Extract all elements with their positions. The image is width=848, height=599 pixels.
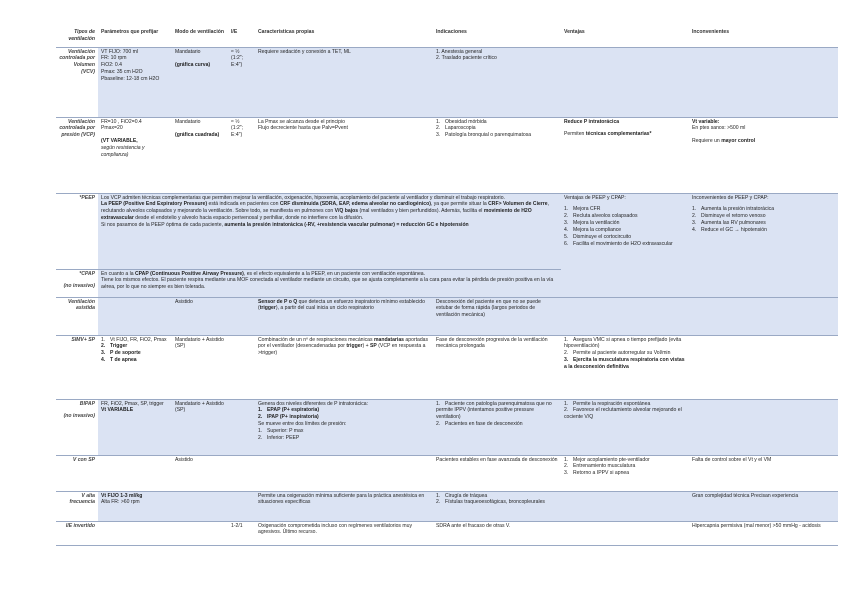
advantages-cell: [561, 117, 689, 193]
advantages-cell: [561, 193, 689, 297]
mode-cell: Mandatario + Asistido (SP): [172, 399, 228, 455]
params-cell: [98, 521, 172, 545]
params-cell: [98, 335, 172, 399]
text-run: Combinación de un nº de respiraciones mecánicas: [258, 336, 374, 343]
row-title: Ventilación controlada por Volumen (VCV): [56, 47, 98, 117]
advantage-item: 1. Mejor acoplamiento pte-ventilador: [564, 457, 686, 464]
text-run: CRF disminuida (SDRA, EAP, edema alveolar no cardiogénico): [279, 201, 431, 208]
param-item: 4. T de apnea: [101, 357, 169, 364]
cpap-text-cell: [98, 269, 561, 297]
mode-cell: Mandatario + Asistido (SP): [172, 335, 228, 399]
features-cell: Requiere sedación y conexión a TET, ML: [255, 47, 433, 117]
ie-cell: 1-2/1: [228, 521, 255, 545]
indications-cell: Fase de desconexión progresiva de la ventilación mecánica prolongada: [433, 335, 561, 399]
text-run: (mal ventilados y bien perfundidos). Además, facilita el: [358, 208, 484, 215]
header-cell: Características propias: [255, 28, 433, 47]
feature-item: 1. EPAP (P+ espiratoria): [258, 407, 430, 414]
features-cell: [255, 335, 433, 399]
table-row: [56, 117, 838, 193]
features-cell: Oxigenación comprometida incluso con regímenes ventilatorios muy agresivos. Último recurso.: [255, 521, 433, 545]
advantages-cell: [561, 335, 689, 399]
params-cell: [98, 47, 172, 117]
header-row: [56, 28, 838, 47]
text-run: trigger: [346, 343, 363, 350]
peep-paragraph: [101, 201, 558, 222]
text-run: En cuanto a la: [101, 270, 135, 277]
row-title-note: (no invasivo): [63, 283, 95, 290]
row-title: [56, 399, 98, 455]
advantages-cell: [561, 455, 689, 491]
param-variable: (VT VARIABLE,: [101, 138, 138, 145]
drawbacks-cell: [689, 297, 838, 335]
text-run: , reclutando alveolos colapsados y mejorando la ventilación. Sobre todo, se manifiesta en pulmones con: [101, 201, 550, 215]
indications-cell: SDRA ante el fracaso de otras V.: [433, 521, 561, 545]
ventilation-modes-table: [56, 28, 838, 546]
header-cell: Modo de ventilación: [172, 28, 228, 47]
param-line: Pmax: 35 cm H2O: [101, 69, 143, 76]
text-run: aportadas por el ventilador (desencadenadas por: [258, 336, 429, 350]
mode-note: (gráfica cuadrada): [175, 132, 220, 139]
feature-item: 2. Inferior: PEEP: [258, 435, 430, 442]
mode-note: (gráfica curva): [175, 62, 211, 69]
advantage-item: 2. Recluta alveolos colapsados: [564, 213, 686, 220]
mode-cell: [172, 521, 228, 545]
row-title: Ventilación asistida: [56, 297, 98, 335]
table-row: [56, 491, 838, 521]
features-cell: [255, 297, 433, 335]
indications-cell: Desconexión del paciente en que no se puede extubar de forma rápida (largos periodos de ventilación mecánica): [433, 297, 561, 335]
advantage-item: 3. Mejora la ventilación: [564, 220, 686, 227]
param-line: FR=10 , FiO2=0.4: [101, 118, 142, 125]
text-run: desde el endotelio y alveolo hacia espacio perivenosal y perihiliar, donde no interfiere con la difusión.: [133, 215, 364, 222]
text-run: Si nos pasamos de la PEEP óptima de cada paciente,: [101, 222, 225, 228]
text-run: está indicada en pacientes con: [207, 201, 280, 208]
advantage-bold: técnicas complementarias*: [585, 131, 652, 138]
advantage-item: 2. Favorece el reclutamiento alveolar mejorando el cociente V/Q: [564, 407, 686, 421]
row-title-main: *CPAP: [79, 270, 95, 277]
param-note: según resistencia y complianza): [101, 145, 145, 158]
drawbacks-cell: [689, 399, 838, 455]
param-line: Vt FIJO 1-3 ml/kg: [101, 492, 143, 499]
indication-item: 2. Pacientes en fase de desconexión: [436, 421, 558, 428]
drawbacks-cell: [689, 335, 838, 399]
indications-cell: [433, 117, 561, 193]
text-run: La PEEP (Positive End Expiratory Pressure): [101, 201, 208, 208]
advantages-cell: [561, 491, 689, 521]
features-cell: [255, 399, 433, 455]
mode-cell: [172, 491, 228, 521]
mode-cell: Asistido: [172, 297, 228, 335]
params-cell: [98, 297, 172, 335]
text-run: mandatarias: [373, 336, 404, 343]
advantages-cell: [561, 297, 689, 335]
advantage-item: 3. Retorno a IPPV si apnea: [564, 470, 686, 477]
text-run: , ya que permite situar la: [430, 201, 489, 208]
text-run: Sensor de P o Q: [258, 298, 298, 305]
param-line: FiO2: 0.4: [101, 62, 122, 69]
advantage-item: 1. Mejora CFR: [564, 206, 686, 213]
feature-line: Se mueve entre dos límites de presión:: [258, 421, 347, 428]
cpap-paragraph: Tiene los mismos efectos. El paciente respira mediante una MOF conectada al ventilador mediante un circuito, que se ajusta completamente a la cara para evitar la pérdida de presión positiva en la vía aérea, por lo que no siempre es bien tolerada.: [101, 277, 554, 291]
params-cell: [98, 455, 172, 491]
params-cell: [98, 491, 172, 521]
row-title: *PEEP: [56, 193, 98, 269]
feature-item: 2. IPAP (P+ inspiratoria): [258, 414, 430, 421]
text-run: que detecta un esfuerzo inspiratorio mínimo establecido (: [258, 298, 425, 312]
features-cell: Permite una oxigenación mínima suficiente para la práctica anestésica en situaciones específicas: [255, 491, 433, 521]
param-line: Pmax=20: [101, 125, 123, 132]
mode-cell: [172, 47, 228, 117]
indications-cell: Pacientes estables en fase avanzada de desconexión: [433, 455, 561, 491]
header-cell: I/E: [228, 28, 255, 47]
header-cell: Parámetros que prefijar: [98, 28, 172, 47]
mode-cell: [172, 117, 228, 193]
text-run: ), a partir del cual inicia un ciclo respiratorio: [275, 305, 374, 312]
advantages-cell: [561, 399, 689, 455]
param-line: VT FIJO: 700 ml: [101, 48, 138, 55]
row-title: SIMV+ SP: [56, 335, 98, 399]
advantage-item: 1. Permite la respiración espontánea: [564, 401, 686, 408]
ie-cell: [228, 335, 255, 399]
drawbacks-cell: Hipercapnia permisiva (mal menor) >50 mmHg - acidosis: [689, 521, 838, 545]
indication-item: 1. Paciente con patología parenquimatosa que no permite IPPV (intentamos positive pressure ventilation): [436, 401, 558, 422]
indication-item: 1. Cirugía de tráquea: [436, 493, 558, 500]
indication-item: 2. Laparoscopia: [436, 125, 558, 132]
advantages-cell: [561, 521, 689, 545]
advantage-title: Reduce P intratorácica: [564, 118, 620, 125]
mode-cell: Asistido: [172, 455, 228, 491]
advantages-cell: [561, 47, 689, 117]
advantage-item: 6. Facilita el movimiento de H2O extravascular: [564, 241, 686, 248]
param-item: 1. Vt FIJO, FR, FiO2, Pmax: [101, 337, 169, 344]
drawback-item: 4. Reduce el GC → hipotensión: [692, 227, 835, 234]
indication-line: 2. Traslado paciente crítico: [436, 55, 497, 62]
features-cell: [255, 117, 433, 193]
row-title: I/E invertido: [56, 521, 98, 545]
param-line: FR, FiO2, Pmax, SP, trigger: [101, 400, 164, 407]
indications-cell: [433, 399, 561, 455]
header-cell: Inconvenientes: [689, 28, 838, 47]
row-title-note: (no invasivo): [63, 413, 95, 420]
param-item: 3. P de soporte: [101, 350, 169, 357]
param-line: Alta FR: >60 rpm: [101, 499, 140, 506]
drawbacks-cell: [689, 193, 838, 297]
table-row: [56, 47, 838, 117]
row-title-main: BIPAP: [79, 400, 95, 407]
row-title: V alta frecuencia: [56, 491, 98, 521]
drawbacks-cell: [689, 47, 838, 117]
feature-line: Flujo decreciente hasta que Palv=Pvent: [258, 125, 348, 132]
text-run: V/Q bajos: [334, 208, 359, 215]
table-row: [56, 297, 838, 335]
advantage-item: 2. Permite al paciente autorregular su Vol/min: [564, 350, 686, 357]
param-line: FR: 10 rpm: [101, 55, 127, 62]
row-title: Ventilación controlada por presión (VCP): [56, 117, 98, 193]
advantage-item: 2. Entrenamiento musculatura: [564, 463, 686, 470]
advantage-item: 5. Disminuye el cortocircuito: [564, 234, 686, 241]
ie-cell: [228, 399, 255, 455]
mode-text: Mandatario: [175, 48, 201, 55]
indication-item: 2. Fístulas traqueoesofágicas, broncopleurales: [436, 499, 558, 506]
drawback-line: [692, 138, 835, 145]
table-row: [56, 193, 838, 269]
feature-item: 1. Superior: P max: [258, 428, 430, 435]
table-row: [56, 455, 838, 491]
indications-cell: [433, 47, 561, 117]
text-run: movimiento de H2O extravascular: [101, 208, 532, 222]
ie-cell: ≈ ½ (1:2"; E:4"): [228, 117, 255, 193]
peep-text-cell: [98, 193, 561, 269]
header-cell: Tipos de ventilación: [56, 28, 98, 47]
advantage-lead: Permiten: [564, 131, 585, 138]
advantage-item: 4. Mejora la compliance: [564, 227, 686, 234]
params-cell: [98, 399, 172, 455]
text-run: trigger: [259, 305, 276, 312]
features-cell: [255, 455, 433, 491]
text-run: ) +: [362, 343, 371, 350]
feature-line: Genera dos niveles diferentes de P intratorácica:: [258, 400, 369, 407]
param-line: Pbaseline: 12-18 cm H2O: [101, 76, 160, 82]
text-run: , es el efecto equivalente a la PEEP, en un paciente con ventilación espontánea.: [243, 270, 426, 277]
row-title: V con SP: [56, 455, 98, 491]
drawbacks-cell: Gran complejidad técnica Precisan experiencia: [689, 491, 838, 521]
table-row: [56, 521, 838, 545]
drawbacks-cell: Falta de control sobre el Vt y el VM: [689, 455, 838, 491]
text-run: CRF> Volumen de Cierre: [488, 201, 548, 208]
indication-item: 3. Patología bronquial o parenquimatosa: [436, 132, 558, 139]
text-run: CPAP (Continuous Positive Airway Pressure): [134, 270, 244, 277]
peep-paragraph: [101, 222, 558, 229]
indication-item: 1. Obesidad mórbida: [436, 119, 558, 126]
row-title: [56, 269, 98, 297]
param-item: 2. Trigger: [101, 343, 169, 350]
indication-line: 1. Anestesia general: [436, 48, 483, 55]
cpap-paragraph: [101, 271, 558, 278]
drawback-item: 2. Disminuye el retorno venoso: [692, 213, 835, 220]
header-cell: Ventajas: [561, 28, 689, 47]
params-cell: [98, 117, 172, 193]
drawback-bold: mayor control: [721, 138, 756, 145]
drawback-title: Vt variable:: [692, 118, 720, 125]
feature-line: La Pmax se alcanza desde el principio: [258, 118, 345, 125]
drawback-item: 1. Aumenta la presión intratorácica: [692, 206, 835, 213]
mode-text: Mandatario: [175, 118, 201, 125]
text-run: (VCP en respuesta a >trigger): [258, 343, 426, 357]
drawback-line: En ptes sanos: >500 ml: [692, 125, 746, 132]
indications-cell: [433, 491, 561, 521]
drawback-lead: Requiere un: [692, 138, 720, 145]
ie-cell: [228, 491, 255, 521]
advantage-title: Ventajas de PEEP y CPAP:: [564, 194, 626, 201]
advantage-line: [564, 131, 686, 138]
table-row: [56, 335, 838, 399]
ie-cell: [228, 297, 255, 335]
table-row: [56, 399, 838, 455]
drawbacks-cell: [689, 117, 838, 193]
ie-cell: [228, 455, 255, 491]
header-cell: Indicaciones: [433, 28, 561, 47]
text-run: SP: [370, 343, 377, 350]
drawback-item: 3. Aumenta las RV pulmonares: [692, 220, 835, 227]
advantage-item: 3. Ejercita la musculatura respiratoria con vistas a la desconexión definitiva: [564, 357, 686, 371]
drawback-title: Inconvenientes de PEEP y CPAP:: [692, 194, 769, 201]
param-variable: Vt VARIABLE: [101, 407, 134, 414]
text-run: aumenta la presión intratorácica (-RV, +resistencia vascular pulmonar) = reducción GC e hipotensión: [224, 222, 469, 228]
ie-cell: ≈ ½ (1:2"; E:4"): [228, 47, 255, 117]
peep-paragraph: Los VCP admiten técnicas complementarias que permiten mejorar la ventilación, oxigenación, hipoxemia, acoplamiento del paciente al ventilador y disminuir el trabajo respiratorio.: [101, 194, 505, 201]
advantage-item: 1. Asegura VMC si apnea o tiempo prefijado (evita hipoventilación): [564, 337, 686, 351]
